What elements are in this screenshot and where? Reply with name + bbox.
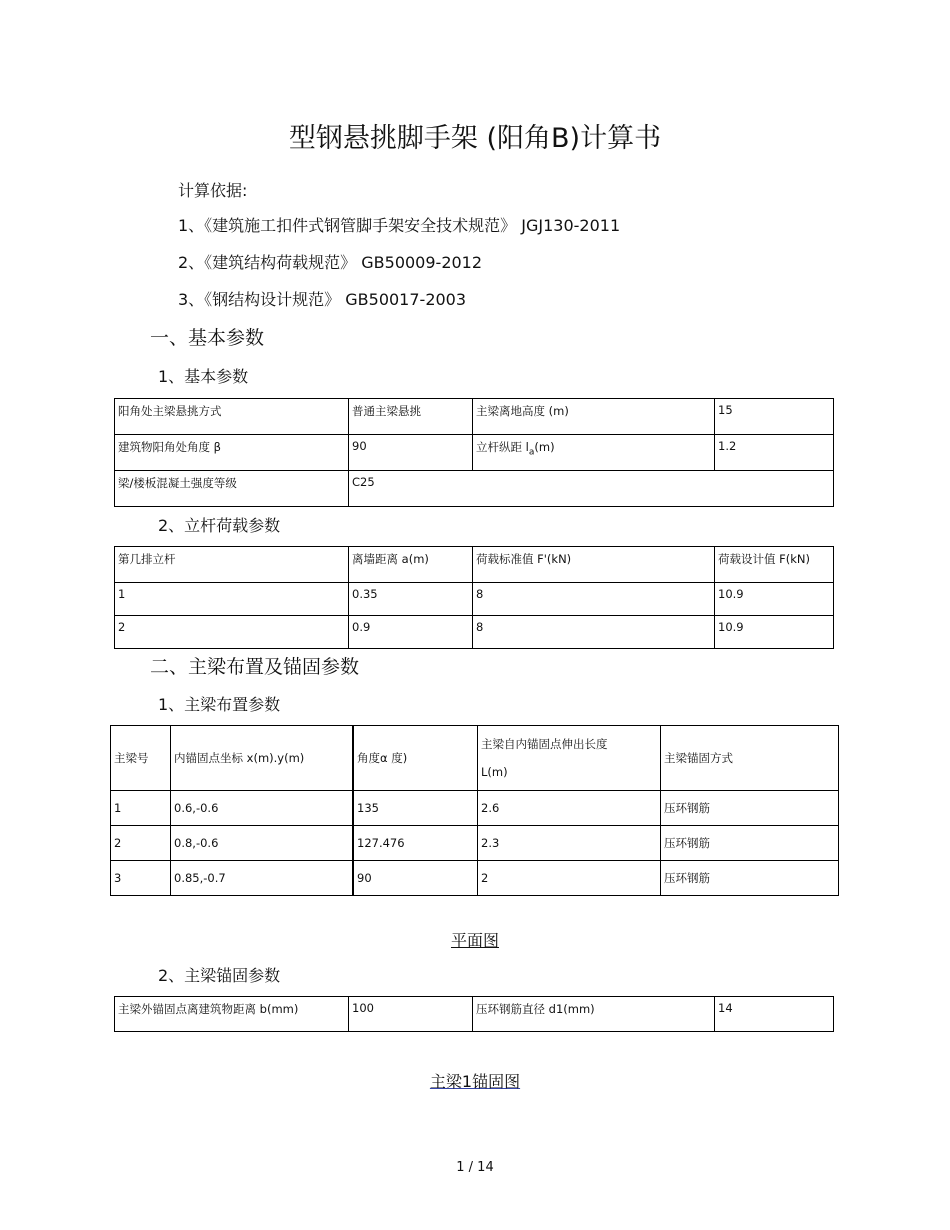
- table-cell-subscript: a: [528, 447, 535, 458]
- figure-caption-plan: 平面图: [450, 931, 499, 950]
- table-cell: 普通主梁悬挑: [349, 399, 473, 435]
- table-cell: 10.9: [715, 616, 834, 649]
- table-cell: 建筑物阳角处角度 β: [115, 435, 349, 471]
- table-cell: [473, 435, 715, 471]
- table-cell: 2: [478, 861, 661, 896]
- table-header-cell: 内锚固点坐标 x(m).y(m): [171, 726, 354, 791]
- table-row: [115, 997, 834, 1032]
- table-cell: 0.35: [349, 583, 473, 616]
- table-header-cell: [478, 726, 661, 791]
- table-cell: 主梁离地高度 (m): [473, 399, 715, 435]
- table-row: [115, 616, 834, 649]
- table-cell: 0.6,-0.6: [171, 791, 354, 826]
- subsection-basic-params: 1、基本参数: [158, 367, 249, 386]
- table-row: [111, 826, 839, 861]
- figure-caption-anchor: 主梁1锚固图: [429, 1072, 521, 1091]
- table-header-cell: 离墙距离 a(m): [349, 547, 473, 583]
- load-params-table: [114, 546, 834, 649]
- table-cell: 3: [111, 861, 171, 896]
- basis-heading: 计算依据:: [178, 181, 248, 200]
- table-cell: 2.3: [478, 826, 661, 861]
- table-cell: 127.476: [353, 826, 478, 861]
- table-cell: 8: [473, 583, 715, 616]
- table-row: [115, 583, 834, 616]
- table-header-cell: 第几排立杆: [115, 547, 349, 583]
- table-header-cell: 角度α 度): [353, 726, 478, 791]
- table-cell: 2: [111, 826, 171, 861]
- table-cell: 10.9: [715, 583, 834, 616]
- subsection-layout-params: 1、主梁布置参数: [158, 695, 281, 714]
- table-header-cell: 荷载标准值 F'(kN): [473, 547, 715, 583]
- table-cell: 1: [115, 583, 349, 616]
- table-cell: 90: [353, 861, 478, 896]
- table-cell-unit: (m): [534, 440, 555, 454]
- table-header-cell: 主梁号: [111, 726, 171, 791]
- table-cell: 14: [715, 997, 834, 1032]
- table-row: [115, 547, 834, 583]
- table-cell: 1: [111, 791, 171, 826]
- subsection-load-params: 2、立杆荷载参数: [158, 516, 281, 535]
- table-header-text: 主梁自内锚固点伸出长度: [481, 737, 608, 751]
- table-header-cell: 主梁锚固方式: [661, 726, 839, 791]
- page-number: 1 / 14: [456, 1160, 494, 1175]
- section-1-heading: 一、基本参数: [150, 327, 265, 349]
- table-cell: 8: [473, 616, 715, 649]
- page-title: 型钢悬挑脚手架 (阳角B)计算书: [288, 123, 662, 154]
- table-cell: 100: [349, 997, 473, 1032]
- table-row: [111, 726, 839, 791]
- table-cell: 90: [349, 435, 473, 471]
- table-cell: 主梁外锚固点离建筑物距离 b(mm): [115, 997, 349, 1032]
- table-cell: 压环钢筋: [661, 826, 839, 861]
- table-row: [115, 435, 834, 471]
- basis-item-2: 2、《建筑结构荷载规范》 GB50009-2012: [178, 253, 483, 272]
- table-cell: 2: [115, 616, 349, 649]
- anchor-params-table: [114, 996, 834, 1032]
- table-cell: 2.6: [478, 791, 661, 826]
- table-cell: 1.2: [715, 435, 834, 471]
- table-row: [115, 399, 834, 435]
- table-header-cell: 荷载设计值 F(kN): [715, 547, 834, 583]
- table-header-unit: L(m): [481, 765, 508, 779]
- basic-params-table: [114, 398, 834, 507]
- table-cell: 0.85,-0.7: [171, 861, 354, 896]
- table-cell: 梁/楼板混凝土强度等级: [115, 471, 349, 507]
- table-cell: 15: [715, 399, 834, 435]
- subsection-anchor-params: 2、主梁锚固参数: [158, 966, 281, 985]
- table-cell: 0.9: [349, 616, 473, 649]
- table-cell: 压环钢筋: [661, 861, 839, 896]
- table-cell: 0.8,-0.6: [171, 826, 354, 861]
- table-cell: 135: [353, 791, 478, 826]
- basis-item-3: 3、《钢结构设计规范》 GB50017-2003: [178, 290, 467, 309]
- table-row: [115, 471, 834, 507]
- table-row: [111, 791, 839, 826]
- table-cell: 阳角处主梁悬挑方式: [115, 399, 349, 435]
- basis-item-1: 1、《建筑施工扣件式钢管脚手架安全技术规范》 JGJ130-2011: [178, 216, 621, 235]
- table-cell: 压环钢筋: [661, 791, 839, 826]
- table-cell: 压环钢筋直径 d1(mm): [473, 997, 715, 1032]
- layout-params-table: [110, 725, 839, 896]
- table-cell-text: 立杆纵距 l: [476, 440, 529, 454]
- table-cell: C25: [349, 471, 834, 507]
- section-2-heading: 二、主梁布置及锚固参数: [150, 656, 360, 678]
- table-row: [111, 861, 839, 896]
